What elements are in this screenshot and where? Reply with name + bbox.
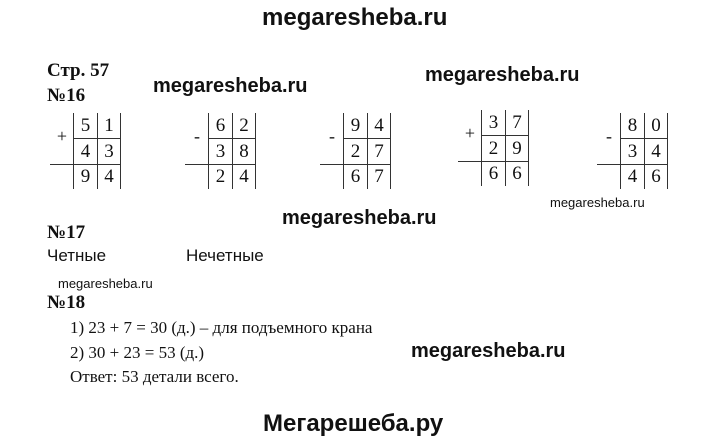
grid-line (343, 138, 391, 139)
digit-subtrahend: 2 (350, 141, 361, 162)
digit-subtrahend: 4 (651, 141, 661, 162)
page-number: Стр. 57 (47, 60, 110, 81)
digit-minuend: 0 (651, 115, 661, 136)
watermark: megaresheba.ru (425, 64, 580, 86)
digit-result: 2 (215, 166, 226, 187)
plus-sign: + (56, 126, 68, 146)
minus-sign: - (329, 126, 335, 146)
digit-minuend: 8 (627, 115, 638, 136)
grid-line (73, 138, 121, 139)
task17-heading: №17 (47, 222, 86, 243)
column-calculation (458, 110, 528, 186)
digit-minuend: 2 (239, 115, 249, 136)
digit-result: 7 (374, 166, 384, 187)
task16-heading: №16 (47, 85, 86, 106)
watermark: megaresheba.ru (58, 276, 153, 291)
column-even: Четные (47, 246, 107, 265)
digit-minuend: 1 (104, 115, 114, 136)
digit-subtrahend: 4 (80, 141, 91, 162)
watermark: megaresheba.ru (411, 340, 566, 362)
column-calculation (185, 113, 255, 189)
digit-minuend: 4 (374, 115, 384, 136)
column-calculation (320, 113, 390, 189)
plus-sign: + (464, 123, 476, 143)
digit-minuend: 6 (215, 115, 226, 136)
digit-minuend: 5 (80, 115, 91, 136)
digit-result: 6 (512, 163, 522, 184)
digit-result: 4 (627, 166, 638, 187)
digit-result: 4 (239, 166, 249, 187)
digit-subtrahend: 2 (488, 138, 499, 159)
minus-sign: - (606, 126, 612, 146)
grid-line (620, 138, 668, 139)
digit-minuend: 3 (488, 112, 499, 133)
solution-step-2: 2) 30 + 23 = 53 (д.) (70, 343, 205, 362)
task18-heading: №18 (47, 292, 86, 313)
digit-subtrahend: 9 (512, 138, 522, 159)
digit-minuend: 9 (350, 115, 361, 136)
digit-result: 6 (350, 166, 361, 187)
column-calculation (597, 113, 667, 189)
answer-line: Ответ: 53 детали всего. (70, 367, 239, 386)
digit-subtrahend: 3 (104, 141, 114, 162)
digit-result: 6 (651, 166, 661, 187)
digit-minuend: 7 (512, 112, 522, 133)
watermark-top: megaresheba.ru (262, 4, 448, 31)
watermark: megaresheba.ru (282, 207, 437, 229)
grid-line (481, 135, 529, 136)
grid-line (208, 138, 256, 139)
watermark: megaresheba.ru (153, 75, 308, 97)
digit-subtrahend: 3 (215, 141, 226, 162)
digit-result: 4 (104, 166, 114, 187)
column-odd: Нечетные (186, 246, 264, 265)
digit-result: 9 (80, 166, 91, 187)
watermark-bottom: Мегарешеба.ру (263, 410, 444, 437)
minus-sign: - (194, 126, 200, 146)
watermark: megaresheba.ru (550, 195, 645, 210)
digit-subtrahend: 3 (627, 141, 638, 162)
digit-subtrahend: 8 (239, 141, 249, 162)
digit-result: 6 (488, 163, 499, 184)
column-calculation (50, 113, 120, 189)
solution-step-1: 1) 23 + 7 = 30 (д.) – для подъемного крана (70, 318, 373, 337)
digit-subtrahend: 7 (374, 141, 384, 162)
